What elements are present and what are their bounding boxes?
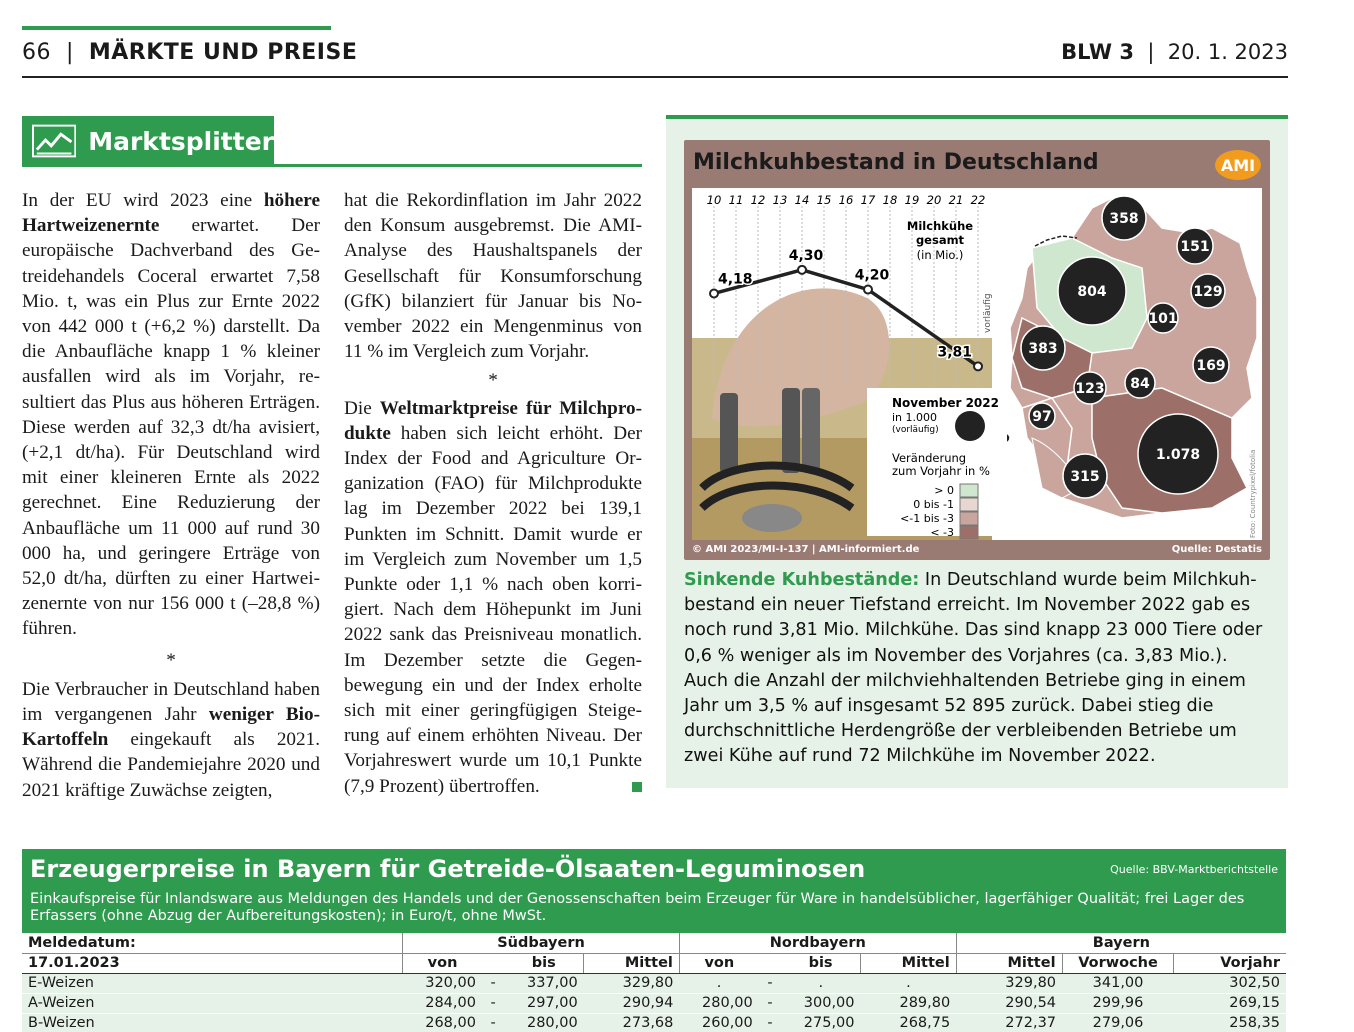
table-row [22, 993, 1286, 1013]
legend-title: November 2022 [892, 396, 999, 410]
page-header-left: 66 | MÄRKTE UND PREISE [22, 40, 358, 65]
text-run: haben sich leicht erhöht. Der Index der Food and Agriculture Organization (FAO) für Milchprodukte lag im Dezember 2022 bei 139,1 Punkten im Schnitt. Damit wurde er im Vergleich zum November um 1,5 Punkte oder 1,1 % nach oben korrigiert. Nach dem Höhepunkt im Juni 2022 sank das Preisniveau monatlich. Im Dezember setzte die Gegenbewegung ein und der Index erholte sich mit einer geringfügigen Steigerung auf einem erhöhten Niveau. Der Vorjahreswert wurde um 10,1 Punkte (7,9 Prozent) übertroffen. [344, 422, 642, 797]
cell: - [482, 1013, 504, 1032]
change-class-swatch [960, 498, 978, 511]
data-point [974, 362, 982, 370]
emphasis-weltmarktpreise: Weltmarktpreise für Milchprodukte [344, 397, 642, 444]
vorlaeufig-label: vorläufig [983, 293, 993, 333]
col-header: Vorwoche [1062, 953, 1174, 973]
change-class-label: > 0 [934, 484, 954, 497]
cell: 300,00 [781, 993, 860, 1013]
x-tick-label: 12 [750, 193, 766, 207]
cell: 275,00 [781, 1013, 860, 1032]
x-tick-label: 17 [860, 193, 876, 207]
change-class-swatch [960, 512, 978, 525]
emphasis-hartweizen: höhere Hartweizenernte [22, 190, 320, 237]
data-label: 4,20 [854, 267, 890, 284]
price-table-source: Quelle: BBV-Marktberichtstelle [1110, 863, 1278, 876]
cell: 272,37 [956, 1013, 1062, 1032]
article-column-2 [344, 188, 642, 799]
state-value-label: 358 [1109, 211, 1139, 227]
infographic-footer [692, 544, 1262, 555]
x-tick-label: 21 [948, 193, 964, 207]
cell: 268,75 [861, 1013, 957, 1032]
series-label-1: Milchkühe [906, 219, 974, 233]
group-bayern: Bayern [956, 933, 1286, 953]
marktsplitter-title: Marktsplitter [88, 126, 274, 156]
cell: 299,96 [1062, 993, 1174, 1013]
col-header: von [679, 953, 758, 973]
change-class-swatch [960, 526, 978, 539]
marktsplitter-rule [22, 164, 642, 167]
cell: - [759, 993, 781, 1013]
cell: 329,80 [584, 973, 680, 993]
col-header: Mittel [861, 953, 957, 973]
cell: 290,54 [956, 993, 1062, 1013]
infographic-title: Milchkuhbestand in Deutschland [693, 150, 1099, 175]
data-label: 4,30 [788, 247, 824, 264]
x-tick-label: 19 [904, 193, 920, 207]
end-mark-square [632, 782, 642, 792]
change-class-label: <-1 bis -3 [900, 512, 954, 525]
col-header: Mittel [956, 953, 1062, 973]
col-header: von [403, 953, 482, 973]
cell: . [679, 973, 758, 993]
infographic-body [692, 188, 1262, 540]
row-label: A-Weizen [22, 993, 403, 1013]
change-title-1: Veränderung [892, 451, 967, 465]
x-tick-label: 18 [882, 193, 898, 207]
paragraph-weltmarktpreise [344, 396, 642, 799]
data-label: 3,81 [937, 344, 972, 361]
change-class-label: 0 bis -1 [913, 498, 954, 511]
cell: 284,00 [403, 993, 482, 1013]
paragraph-hartweizen [22, 188, 320, 642]
price-table [22, 933, 1286, 1032]
cell: . [861, 973, 957, 993]
price-table-subtitle: Einkaufspreise für Inlandsware aus Meldungen des Handels und der Genossenschaften beim Erzeuger für Ware in handelsüblicher, lagerfähiger Qualität; frei Lager des Erfassers (ohne Abzug der Aufbereitungskosten); in Euro/t, ohne MwSt. [30, 891, 1245, 924]
x-tick-label: 16 [838, 193, 854, 207]
cell: 341,00 [1062, 973, 1174, 993]
state-value-label: 383 [1028, 341, 1058, 357]
cell: - [482, 973, 504, 993]
cell: 273,68 [584, 1013, 680, 1032]
meldedatum-value: 17.01.2023 [22, 953, 403, 973]
state-value-label: 315 [1070, 469, 1100, 485]
series-label-3: (in Mio.) [916, 248, 964, 262]
data-label: 4,18 [718, 271, 753, 288]
col-header: Mittel [584, 953, 680, 973]
change-class-swatch [960, 484, 978, 497]
table-group-header-row [22, 933, 1286, 953]
cell: - [759, 1013, 781, 1032]
group-nordbayern: Nordbayern [679, 933, 956, 953]
group-suedbayern: Südbayern [403, 933, 680, 953]
emphasis-bio-kartoffeln: weniger Bio-Kartoffeln [22, 704, 320, 751]
x-tick-label: 10 [706, 193, 722, 207]
section-title: MÄRKTE UND PREISE [88, 40, 358, 65]
page-header-right: BLW 3 | 20. 1. 2023 [1061, 40, 1288, 64]
change-title-2: zum Vorjahr in % [892, 464, 990, 478]
price-table-title: Erzeugerpreise in Bayern für Getreide-Ölsaaten-Leguminosen [30, 855, 866, 883]
data-point [798, 266, 806, 274]
col-header: bis [781, 953, 860, 973]
header-rule [22, 76, 1288, 78]
paragraph-konsum: hat die Rekordinflation im Jahr 2022 den Konsum ausgebremst. Die AMI-Analyse des Haushaltspanels der Gesellschaft für Konsumforschung (GfK) bilanziert für Januar bis November 2022 ein Mengenminus von 11 % im Vergleich zum Vorjahr. [344, 190, 642, 363]
cell: 268,00 [403, 1013, 482, 1032]
state-value-label: 151 [1180, 239, 1210, 255]
separator-star: * [488, 370, 498, 392]
table-row [22, 1013, 1286, 1032]
cell: 258,35 [1174, 1013, 1286, 1032]
col-header: bis [504, 953, 583, 973]
caption-lead: Sinkende Kuhbestände: [684, 570, 920, 590]
series-label-2: gesamt [915, 233, 965, 247]
text-run: erwartet. Der europäische Dachverband des Getreidehandels Coceral erwartet 7,58 Mio. t, was ein Plus zur Ernte 2022 von 442 000 t (+6,2 %) darstellt. Da die Anbaufläche knapp 1 % kleiner ausfallen wird als im Vorjahr, resultiert das Plus aus höheren Erträgen. Diese werden auf 32,3 dt/ha avisiert, (+2,1 dt/ha). Für Deutschland wird mit einer kleineren Ernte als 2022 gerechnet. Eine Reduzierung der Anbaufläche um 11 000 auf rund 30 000 ha, und geringere Erträge von 52,0 dt/ha, dürften zu einer Hartweizenernte von nur 156 000 t (–28,8 %) führen. [22, 215, 320, 640]
cell: 260,00 [679, 1013, 758, 1032]
state-value-label: 97 [1032, 409, 1052, 425]
legend-provisional: (vorläufig) [892, 425, 939, 435]
state-value-label: 169 [1196, 358, 1226, 374]
state-value-label: 123 [1075, 381, 1105, 397]
cell: 289,80 [861, 993, 957, 1013]
issue-date: 20. 1. 2023 [1167, 40, 1288, 64]
col-header: Vorjahr [1174, 953, 1286, 973]
header-accent-bar [22, 26, 331, 30]
infographic-source: Quelle: Destatis [1171, 544, 1262, 555]
state-value-label: 101 [1148, 311, 1178, 327]
x-tick-label: 13 [772, 193, 788, 207]
cell: 320,00 [403, 973, 482, 993]
cell: 269,15 [1174, 993, 1286, 1013]
cell: 337,00 [504, 973, 583, 993]
meldedatum-label: Meldedatum: [22, 933, 403, 953]
article-column-1 [22, 188, 320, 803]
issue-label: BLW 3 [1061, 40, 1134, 64]
infographic-svg [692, 188, 1262, 540]
cell: 280,00 [679, 993, 758, 1013]
ami-logo: AMI [1215, 150, 1261, 180]
map-legend [867, 388, 1007, 539]
cell: 290,94 [584, 993, 680, 1013]
x-tick-label: 14 [794, 193, 810, 207]
caption-text: In Deutschland wurde beim Milchkuhbestand ein neuer Tiefstand erreicht. Im November 2022 gab es noch rund 3,81 Mio. Milchkühe. Das sind knapp 23 000 Tiere oder 0,6 % weniger als im November des Vorjahres (ca. 3,83 Mio.). Auch die Anzahl der milchviehhaltenden Betriebe ging in einem Jahr um 3,5 % auf insgesamt 52 895 zurück. Dabei stieg die durchschnittliche Herdengröße der verbleibenden Betriebe um zwei Kühe auf rund 72 Milchkühe im November 2022. [684, 570, 1263, 767]
cell: . [781, 973, 860, 993]
infographic-caption [684, 568, 1274, 770]
text-run: Die [344, 397, 380, 419]
change-class-label: < -3 [930, 526, 954, 539]
cell: - [482, 993, 504, 1013]
photo-credit: Foto: Countrypixel/fotolia [1249, 449, 1257, 538]
data-point [710, 289, 718, 297]
separator-star: * [166, 649, 176, 671]
state-value-label: 84 [1130, 376, 1150, 392]
row-label: E-Weizen [22, 973, 403, 993]
state-value-label: 129 [1193, 284, 1223, 300]
x-tick-label: 20 [926, 193, 942, 207]
cell: 329,80 [956, 973, 1062, 993]
cell: 280,00 [504, 1013, 583, 1032]
price-table-header [22, 849, 1286, 933]
legend-bubble-sample [955, 411, 985, 441]
state-value-label: 1.078 [1155, 447, 1201, 463]
row-label: B-Weizen [22, 1013, 403, 1032]
x-axis-ticks [707, 193, 986, 207]
table-column-header-row [22, 953, 1286, 973]
text-run: In der EU wird 2023 eine [22, 190, 264, 211]
trend-chart-icon [32, 124, 76, 158]
legend-unit: in 1.000 [892, 411, 938, 424]
paragraph-bio-kartoffeln [22, 677, 320, 803]
cell: 297,00 [504, 993, 583, 1013]
state-value-label: 804 [1077, 284, 1107, 300]
x-tick-label: 11 [728, 193, 744, 207]
page-number: 66 [22, 40, 51, 65]
data-point [864, 286, 872, 294]
infographic-copyright: © AMI 2023/MI-I-137 | AMI-informiert.de [692, 544, 920, 555]
marktsplitter-heading [22, 116, 274, 166]
price-table-section [22, 849, 1286, 1032]
cell: 279,06 [1062, 1013, 1174, 1032]
x-tick-label: 22 [970, 193, 986, 207]
x-tick-label: 15 [816, 193, 832, 207]
cell: 302,50 [1174, 973, 1286, 993]
text-run: Die Verbraucher in Deutschland haben im vergangenen Jahr [22, 678, 320, 726]
text-run: eingekauft als 2021. Während die Pandemiejahre 2020 und 2021 kräftige Zuwächse zeigten, [22, 729, 320, 801]
table-row [22, 973, 1286, 993]
cell: - [759, 973, 781, 993]
